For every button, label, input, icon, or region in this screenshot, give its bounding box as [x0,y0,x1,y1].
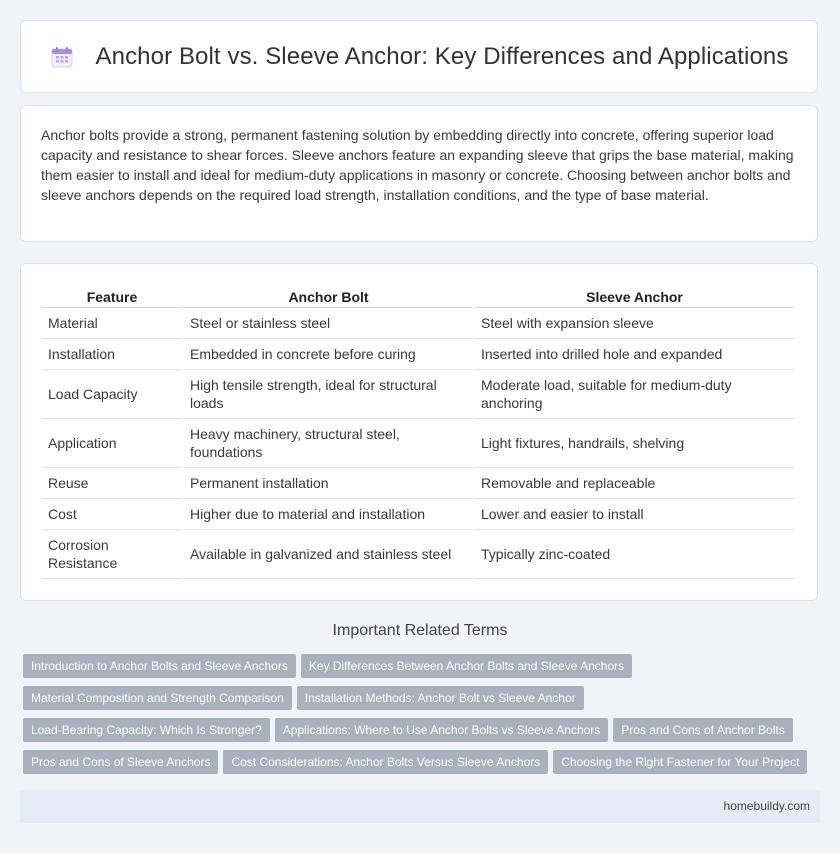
related-term-tag[interactable]: Load-Bearing Capacity: Which Is Stronger? [23,718,270,742]
column-header: Sleeve Anchor [475,284,794,308]
related-term-tag[interactable]: Installation Methods: Anchor Bolt vs Sleeve Anchor [297,686,584,710]
related-terms-list [23,654,813,782]
table-cell: Cost [42,499,182,530]
header-card [20,20,818,93]
related-term-tag[interactable]: Introduction to Anchor Bolts and Sleeve Anchors [23,654,296,678]
table-cell: Installation [42,339,182,370]
table-cell: Reuse [42,468,182,499]
related-term-tag[interactable]: Pros and Cons of Anchor Bolts [613,718,792,742]
table-cell: High tensile strength, ideal for structural loads [184,370,473,419]
table-cell: Load Capacity [42,370,182,419]
table-row [42,419,794,468]
table-cell: Steel or stainless steel [184,308,473,339]
column-header: Feature [42,284,182,308]
related-term-tag[interactable]: Cost Considerations: Anchor Bolts Versus Sleeve Anchors [223,750,548,774]
related-term-tag[interactable]: Choosing the Right Fastener for Your Project [553,750,807,774]
column-header: Anchor Bolt [184,284,473,308]
page-title: Anchor Bolt vs. Sleeve Anchor: Key Differences and Applications [95,42,789,70]
related-term-tag[interactable]: Material Composition and Strength Comparison [23,686,292,710]
table-cell: Typically zinc-coated [475,530,794,579]
comparison-table-card [20,263,818,601]
table-cell: Application [42,419,182,468]
footer [20,790,820,823]
table-row [42,468,794,499]
table-cell: Steel with expansion sleeve [475,308,794,339]
footer-site-link[interactable]: homebuildy.com [723,799,810,813]
table-cell: Material [42,308,182,339]
intro-paragraph: Anchor bolts provide a strong, permanent fastening solution by embedding directly into concrete, offering superior load capacity and resistance to shear forces. Sleeve anchors feature an expanding sleeve that grips the base material, making them easier to install and ideal for medium-duty applications in masonry or concrete. Choosing between anchor bolts and sleeve anchors depends on the required load strength, installation conditions, and the type of base material. [41,127,794,203]
table-cell: Available in galvanized and stainless steel [184,530,473,579]
table-cell: Light fixtures, handrails, shelving [475,419,794,468]
related-term-tag[interactable]: Pros and Cons of Sleeve Anchors [23,750,218,774]
table-cell: Lower and easier to install [475,499,794,530]
table-cell: Heavy machinery, structural steel, foundations [184,419,473,468]
table-cell: Permanent installation [184,468,473,499]
related-term-tag[interactable]: Key Differences Between Anchor Bolts and Sleeve Anchors [301,654,632,678]
table-cell: Higher due to material and installation [184,499,473,530]
table-cell: Corrosion Resistance [42,530,182,579]
calendar-icon [50,45,74,69]
table-cell: Embedded in concrete before curing [184,339,473,370]
table-cell: Removable and replaceable [475,468,794,499]
intro-card [20,105,818,242]
table-row [42,339,794,370]
table-cell: Moderate load, suitable for medium-duty anchoring [475,370,794,419]
table-row [42,499,794,530]
related-terms-title: Important Related Terms [332,622,508,639]
related-term-tag[interactable]: Applications: Where to Use Anchor Bolts vs Sleeve Anchors [275,718,609,742]
comparison-table [40,284,796,579]
table-row [42,308,794,339]
table-row [42,370,794,419]
table-cell: Inserted into drilled hole and expanded [475,339,794,370]
table-header-row [42,284,794,308]
table-row [42,530,794,579]
